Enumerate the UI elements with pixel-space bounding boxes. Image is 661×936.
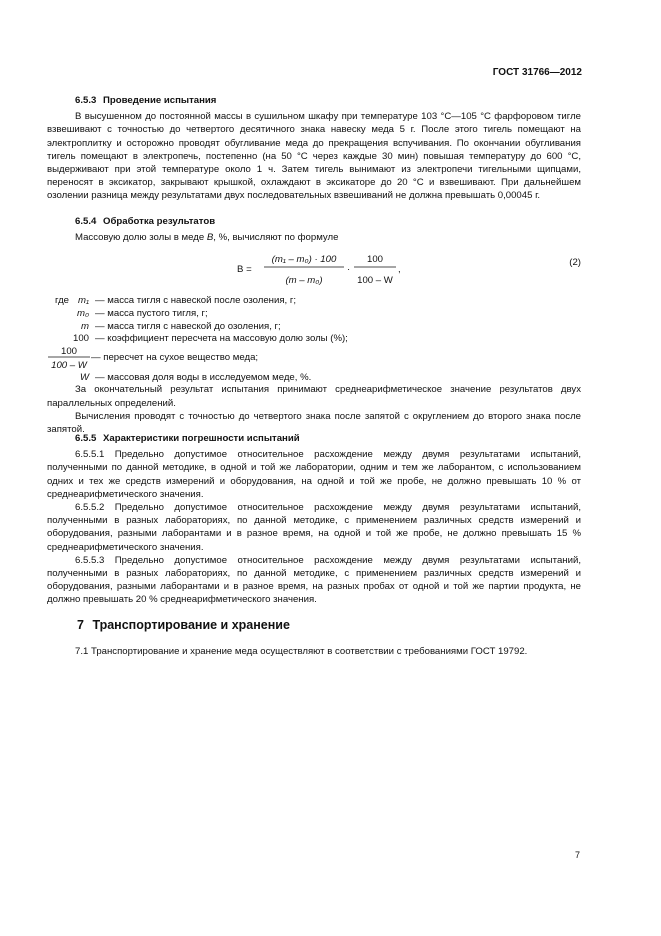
where-text: — масса пустого тигля, г;	[95, 308, 208, 319]
where-text: — массовая доля воды в исследуемом меде, %.	[95, 371, 312, 383]
where-item	[47, 332, 581, 345]
section-title: Характеристики погрешности испытаний	[103, 433, 300, 444]
formula-intro: Массовую долю золы в меде В, %, вычисляют по формуле	[75, 232, 339, 244]
section-6-5-5	[47, 432, 581, 607]
page-number: 7	[574, 850, 580, 860]
paragraph: 7.1 Транспортирование и хранение меда осуществляют в соответствии с требованиями ГОСТ 19792.	[75, 646, 528, 657]
paragraph: В высушенном до постоянной массы в сушильном шкафу при температуре 103 °С—105 °С фарфоровом тигле взвешивают с точностью до четвертого десятичного знака навеску меда 5 г. После этого тигель помещают на электроплитку и осторожно проводят обугливание меда до прекращения вспучивания. По окончании обугливания тигель помещают в электропечь, постепенно (на 50 °С через каждые 30 мин) повышая температуру до 600 °С, выдерживают при этой температуре около 1 ч. Затем тигель вынимают из электропечи тигельными щипцами, переносят в эксикатор, закрывают крышкой, охлаждают в эксикаторе до 20 °С и взвешивают. При дальнейшем озолении разница между результатами двух последовательных взвешиваний не должна превышать 0,00045 г.	[47, 111, 581, 202]
where-symbol: W	[79, 371, 89, 383]
section-6-5-3	[47, 94, 581, 203]
section-number: 6.5.3	[75, 95, 97, 106]
where-text: — масса тигля с навеской до озоления, г;	[95, 320, 281, 332]
formula-numerator-1: (m₁ – m₀) · 100	[271, 254, 337, 266]
section-7	[47, 617, 581, 658]
formula-end: ,	[398, 264, 401, 276]
where-item-fraction	[47, 345, 581, 371]
svg-text:100 – W: 100 – W	[51, 359, 87, 371]
document-code: ГОСТ 31766—2012	[492, 67, 582, 78]
paragraph: 6.5.5.3 Предельно допустимое относительное расхождение между двумя результатами испытаний, полученными в разных лабораториях, по данной методике, с применением различных средств измерений и оборудования, разными лаборантами и в разное время, на разных пробах от одной и той же партии продукта, не должно превышать 20 % среднеарифметического значения.	[47, 554, 581, 606]
formula-2	[47, 248, 581, 290]
section-heading	[77, 617, 581, 633]
section-number: 6.5.4	[75, 216, 97, 227]
svg-text:100: 100	[60, 345, 78, 357]
formula-number: (2)	[569, 257, 581, 269]
paragraph: 6.5.5.2 Предельно допустимое относительное расхождение между двумя результатами испытаний, полученными в разных лабораториях, по данной методике, с применением различных средств измерений и оборудования, разными лаборантами и в разное время, на одной и той же пробе, не должно превышать 15 % среднеарифметического значения.	[47, 502, 581, 553]
where-list	[47, 294, 581, 383]
formula-lhs: B =	[237, 264, 252, 276]
where-item	[47, 320, 581, 333]
where-item	[47, 294, 581, 307]
formula-numerator-2: 100	[366, 254, 384, 266]
formula-expression	[237, 248, 437, 290]
section-heading	[75, 215, 581, 228]
formula-denominator-1: (m – m₀)	[285, 275, 323, 287]
paragraph: Вычисления проводят с точностью до четвертого знака после запятой с округлением до второго знака после запятой.	[47, 410, 581, 435]
fraction	[47, 345, 91, 371]
section-number: 7	[77, 618, 84, 632]
section-heading	[75, 432, 581, 445]
where-symbol: m	[81, 320, 89, 332]
section-heading	[75, 94, 581, 107]
formula-denominator-2: 100 – W	[357, 275, 393, 287]
where-symbol: m₀	[76, 308, 89, 319]
where-lead: где	[55, 295, 70, 307]
where-item	[47, 371, 581, 384]
section-title: Транспортирование и хранение	[92, 618, 290, 632]
where-symbol: 100	[72, 333, 89, 345]
where-text: — пересчет на сухое вещество меда;	[91, 351, 259, 363]
where-text: — масса тигля с навеской после озоления, г;	[95, 295, 297, 307]
paragraph: За окончательный результат испытания принимают среднеарифметическое значение результатов двух параллельных определений.	[47, 384, 581, 409]
where-text: — коэффициент пересчета на массовую долю золы (%);	[95, 333, 348, 345]
section-title: Обработка результатов	[103, 216, 216, 227]
formula-dot: ·	[347, 264, 351, 276]
where-symbol: m₁	[77, 295, 89, 307]
section-number: 6.5.5	[75, 433, 97, 444]
section-6-5-4	[47, 215, 581, 436]
section-title: Проведение испытания	[103, 95, 217, 106]
paragraph: 6.5.5.1 Предельно допустимое относительное расхождение между двумя результатами испытаний, полученными по данной методике, в одной и той же лаборатории, одним и тем же лаборантом, с использованием одних и тех же средств измерений и оборудования, на одной и той же пробе, не должно превышать 10 % от среднеарифметического значения.	[47, 449, 581, 500]
where-item	[47, 307, 581, 320]
